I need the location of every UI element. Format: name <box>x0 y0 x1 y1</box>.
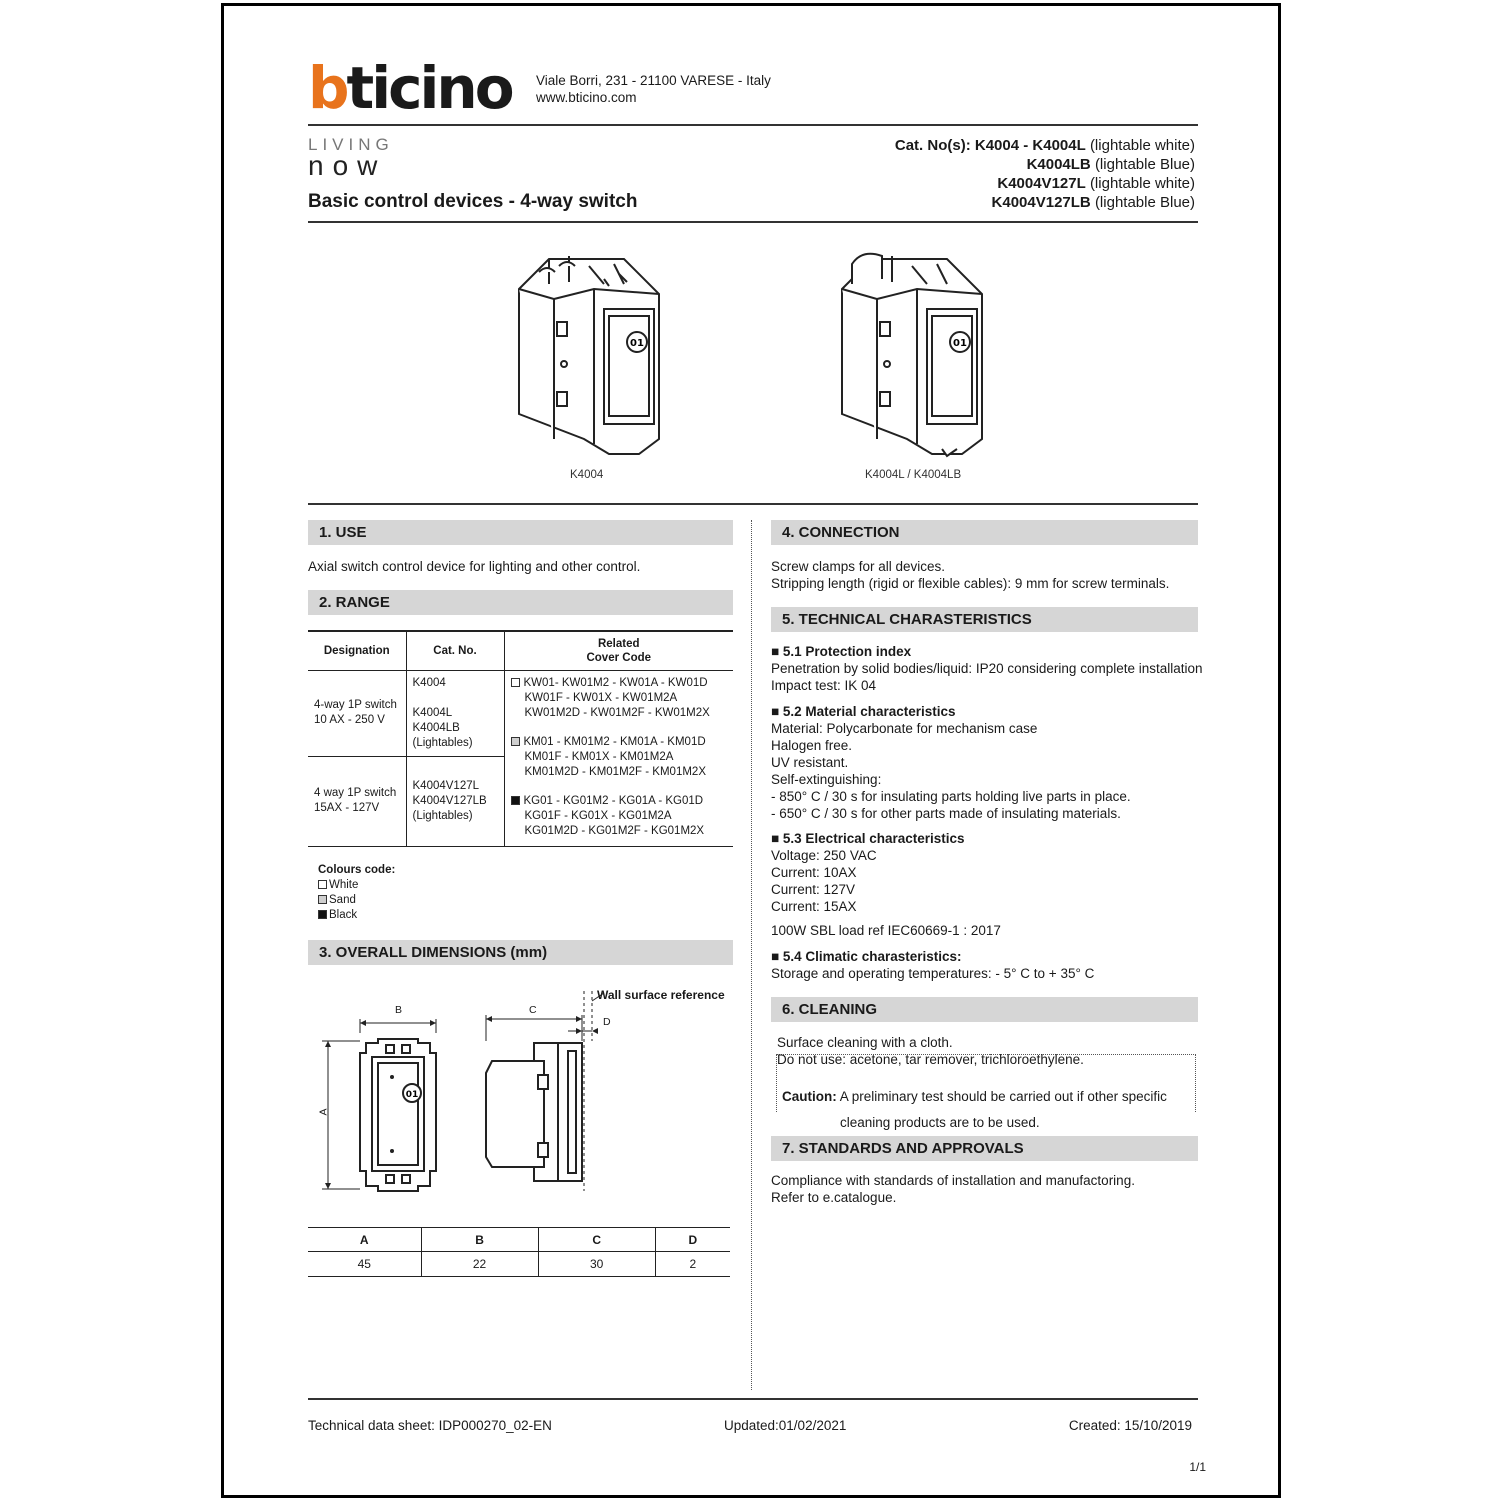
wall-surface-reference-label: Wall surface reference <box>597 988 725 1002</box>
cover-group-black: KG01 - KG01M2 - KG01A - KG01D KG01F - KG01X - KG01M2A KG01M2D - KG01M2F - KG01M2X <box>511 794 728 839</box>
dimension-label-b: B <box>395 1004 403 1016</box>
climatic-block: ■ 5.4 Climatic charasteristics: Storage and operating temperatures: - 5° C to + 35° C <box>771 949 1095 981</box>
table-header-row <box>308 1228 730 1252</box>
column-header: Related Cover Code <box>504 631 733 670</box>
section-heading-range: 2. RANGE <box>308 590 733 615</box>
white-swatch-icon <box>511 678 520 687</box>
page-number: 1/1 <box>1189 1460 1206 1474</box>
header-divider <box>308 124 1198 126</box>
product-drawing-k4004 <box>509 244 669 459</box>
dimension-value: 30 <box>538 1252 655 1277</box>
product-drawing-k4004l <box>832 244 992 459</box>
column-header: Designation <box>308 631 406 670</box>
product-caption: K4004L / K4004LB <box>865 469 962 481</box>
designation-cell: 4 way 1P switch 15AX - 127V <box>308 756 406 846</box>
column-header: D <box>655 1228 730 1252</box>
section-heading-cleaning: 6. CLEANING <box>771 997 1198 1022</box>
column-header: Cat. No. <box>406 631 504 670</box>
cleaning-line: Surface cleaning with a cloth. <box>777 1035 953 1050</box>
dimension-label-a: A <box>317 1108 330 1116</box>
website-link[interactable]: www.bticino.com <box>536 90 637 105</box>
created-date: Created: 15/10/2019 <box>1068 1418 1192 1433</box>
colours-legend: Colours code: White Sand Black <box>318 864 396 921</box>
series-logo-top: LIVING <box>308 135 394 154</box>
electrical-block: ■ 5.3 Electrical characteristics Voltage: 250 VAC Current: 10AX Current: 127V Current: 15AX 100W SBL load ref IEC60669-1 : 2017 <box>771 831 1001 938</box>
cover-group-sand: KM01 - KM01M2 - KM01A - KM01D KM01F - KM01X - KM01M2A KM01M2D - KM01M2F - KM01M2X <box>511 735 728 780</box>
range-table <box>308 630 733 847</box>
material-block: ■ 5.2 Material characteristics Material: Polycarbonate for mechanism case Halogen free. UV resistant. Self-extinguishing: - 850° C / 30 s for insulating parts holding live parts in place. - 650° C / 30 s for other parts made of insulating materials. <box>771 704 1131 821</box>
table-header-row <box>308 631 733 670</box>
products-divider <box>308 503 1198 505</box>
sheet-reference: Technical data sheet: IDP000270_02-EN <box>308 1418 552 1433</box>
dimension-label-d: D <box>603 1016 611 1028</box>
datasheet-page <box>221 3 1281 1498</box>
dimensions-table <box>308 1227 730 1277</box>
dimension-value: 45 <box>308 1252 421 1277</box>
document-title: Basic control devices - 4-way switch <box>308 191 638 212</box>
table-row <box>308 1252 730 1277</box>
product-badge: 01 <box>405 1090 419 1100</box>
dimension-drawing <box>308 981 738 1201</box>
series-logo-bottom: now <box>308 150 387 181</box>
table-row <box>308 670 733 756</box>
dimension-label-c: C <box>529 1004 537 1016</box>
section-heading-connection: 4. CONNECTION <box>771 520 1198 545</box>
title-divider <box>308 221 1198 223</box>
column-header: C <box>538 1228 655 1252</box>
section-heading-dimensions: 3. OVERALL DIMENSIONS (mm) <box>308 940 733 965</box>
product-badge: 01 <box>630 338 644 349</box>
connection-text: Screw clamps for all devices. Stripping length (rigid or flexible cables): 9 mm for screw terminals. <box>771 559 1170 591</box>
cover-group-white: KW01- KW01M2 - KW01A - KW01D KW01F - KW01X - KW01M2A KW01M2D - KW01M2F - KW01M2X <box>511 676 728 721</box>
sand-swatch-icon <box>511 737 520 746</box>
white-swatch-icon <box>318 880 327 889</box>
cleaning-line: Do not use: acetone, tar remover, trichloroethylene. <box>777 1052 1084 1067</box>
caution-text: Caution: A preliminary test should be carried out if other specific <box>782 1089 1167 1104</box>
caution-text: cleaning products are to be used. <box>840 1115 1040 1130</box>
column-separator <box>751 520 752 1390</box>
catalogue-numbers: Cat. No(s): K4004 - K4004L (lightable white) K4004LB (lightable Blue) K4004V127L (lightable white) K4004V127LB (lightable Blue) <box>894 137 1195 211</box>
section-heading-standards: 7. STANDARDS AND APPROVALS <box>771 1136 1198 1161</box>
dimension-value: 2 <box>655 1252 730 1277</box>
bticino-logo: bticino <box>308 54 512 122</box>
use-text: Axial switch control device for lighting and other control. <box>308 559 641 574</box>
standards-text: Compliance with standards of installation and manufactoring. Refer to e.catalogue. <box>771 1173 1135 1205</box>
sand-swatch-icon <box>318 895 327 904</box>
dimension-value: 22 <box>421 1252 538 1277</box>
product-badge: 01 <box>953 338 967 349</box>
updated-date: Updated:01/02/2021 <box>724 1418 847 1433</box>
section-heading-use: 1. USE <box>308 520 733 545</box>
footer-divider <box>308 1398 1198 1400</box>
section-heading-technical: 5. TECHNICAL CHARASTERISTICS <box>771 607 1198 632</box>
product-caption: K4004 <box>570 469 604 481</box>
cat-cell: K4004 K4004L K4004LB (Lightables) <box>406 670 504 756</box>
designation-cell: 4-way 1P switch 10 AX - 250 V <box>308 670 406 756</box>
protection-index-block: ■ 5.1 Protection index Penetration by solid bodies/liquid: IP20 considering complete installation Impact test: IK 04 <box>771 644 1203 693</box>
cat-cell: K4004V127L K4004V127LB (Lightables) <box>406 756 504 846</box>
column-header: A <box>308 1228 421 1252</box>
black-swatch-icon <box>318 910 327 919</box>
address-line: Viale Borri, 231 - 21100 VARESE - Italy <box>536 73 771 88</box>
black-swatch-icon <box>511 796 520 805</box>
column-header: B <box>421 1228 538 1252</box>
company-address <box>536 72 771 106</box>
cover-codes-cell <box>504 670 733 846</box>
